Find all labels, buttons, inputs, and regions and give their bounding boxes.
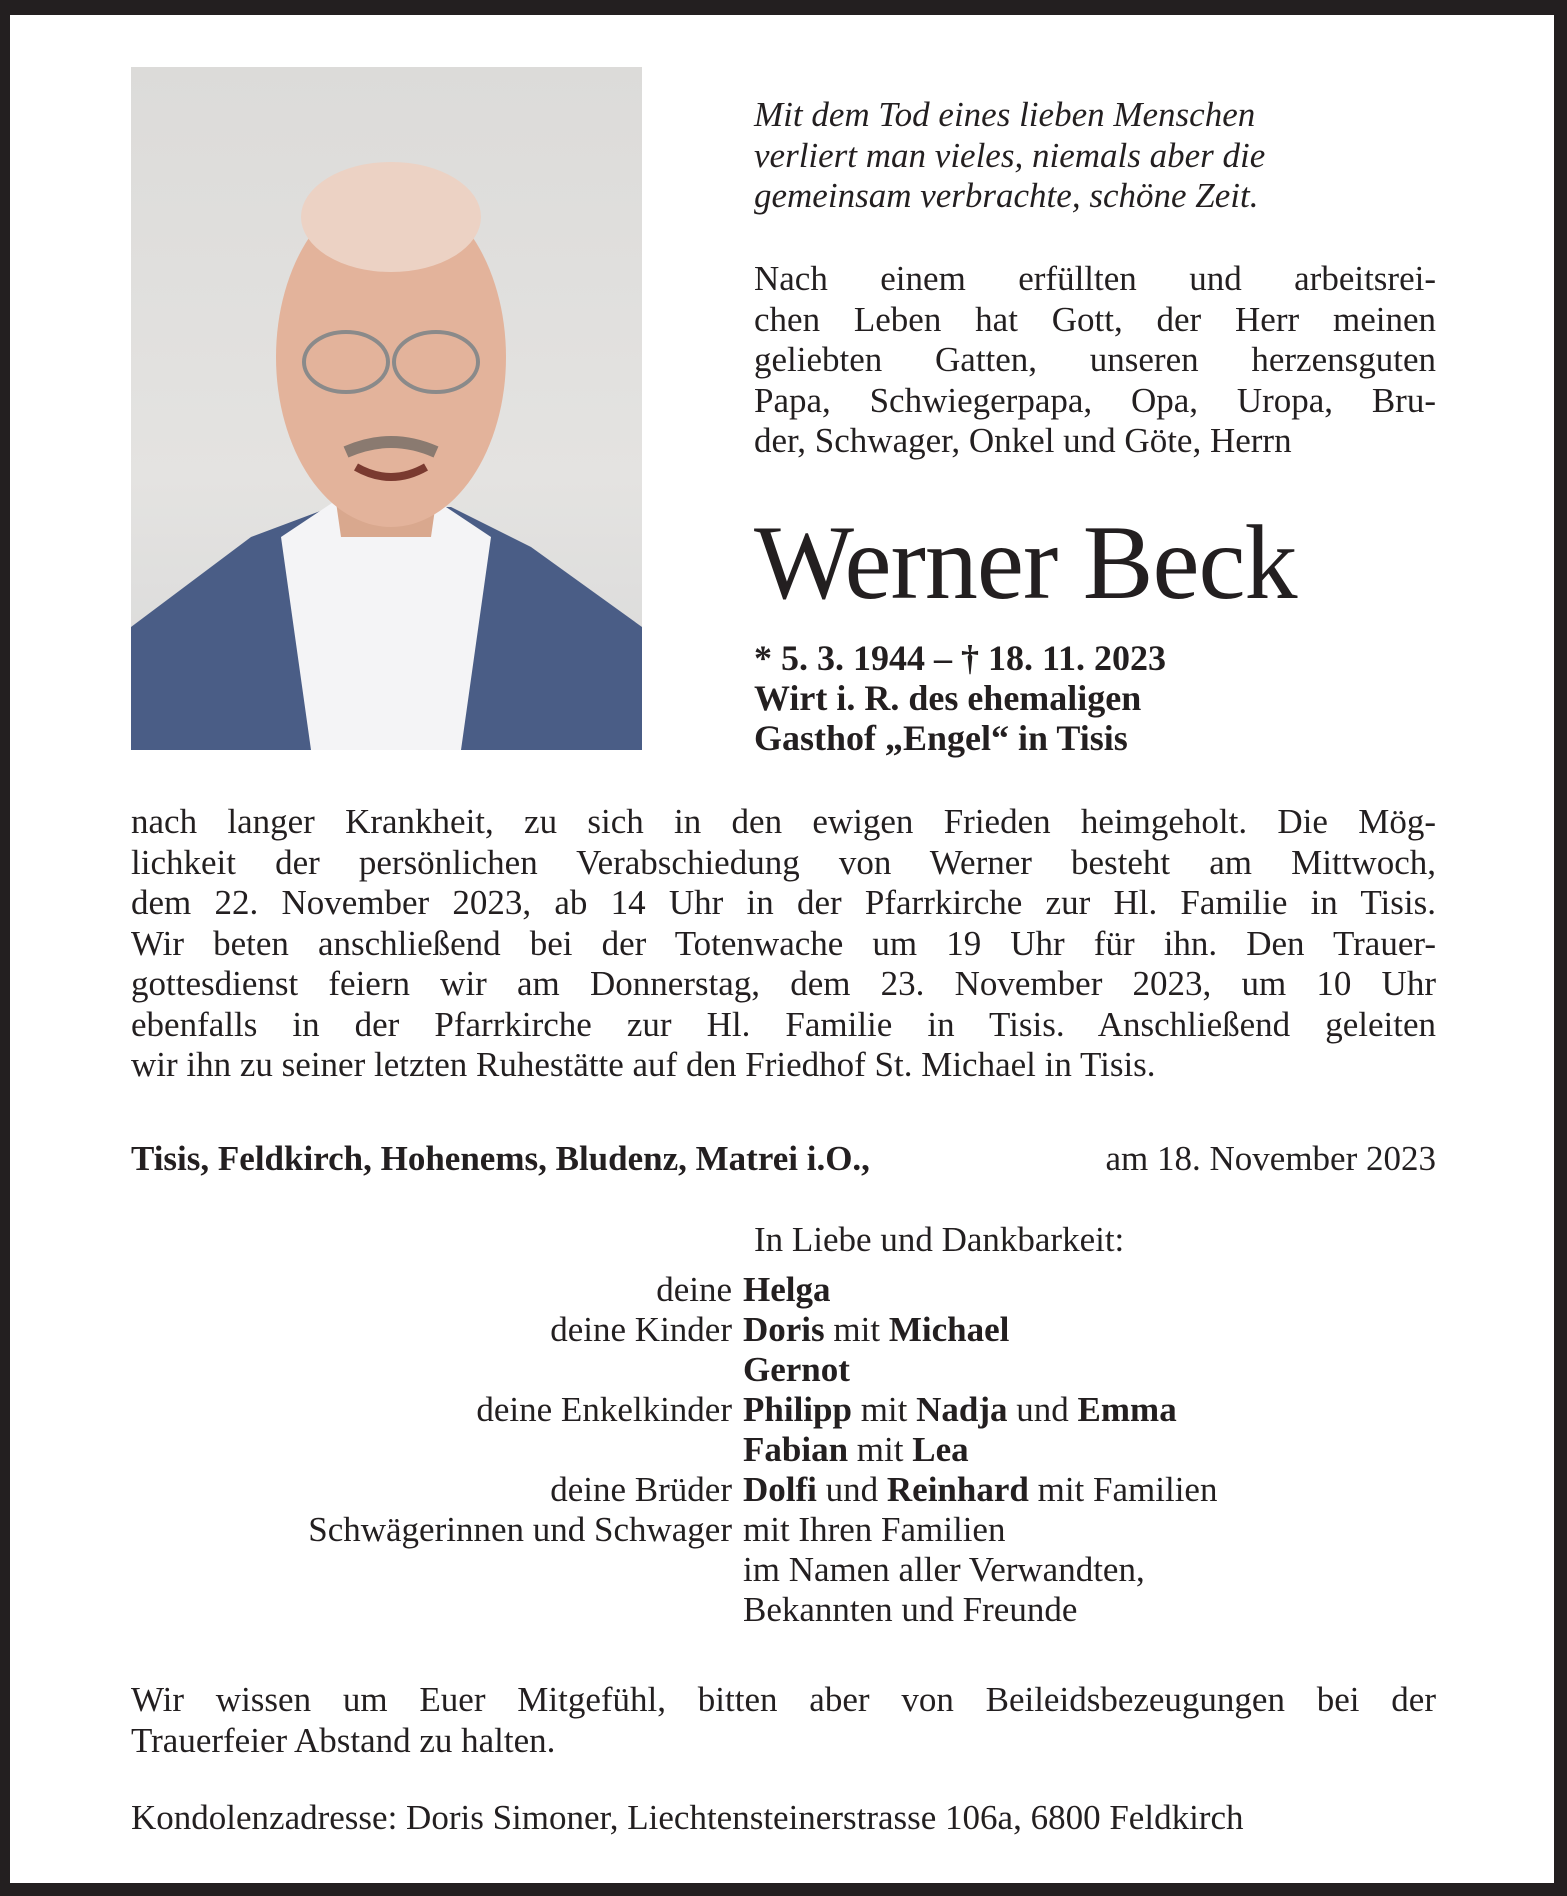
family-row xyxy=(131,1270,1451,1310)
body-line: ebenfalls in der Pfarrkirche zur Hl. Familie in Tisis. Anschließend geleiten xyxy=(131,1004,1436,1044)
family-row xyxy=(131,1550,1451,1590)
place-date-line xyxy=(131,1139,1436,1180)
family-row xyxy=(131,1590,1451,1630)
family-relation: deine Kinder xyxy=(550,1310,732,1349)
quote xyxy=(754,95,1265,217)
family-members xyxy=(743,1390,1177,1430)
quote-line: verliert man vieles, niemals aber die xyxy=(754,135,1266,175)
intro-line: Nach einem erfüllten und arbeitsrei- xyxy=(754,259,1436,298)
body-line: wir ihn zu seiner letzten Ruhestätte auf den Friedhof St. Michael in Tisis. xyxy=(131,1045,1156,1084)
intro-line: der, Schwager, Onkel und Göte, Herrn xyxy=(754,421,1292,460)
family-connector: mit Familien xyxy=(1028,1470,1218,1509)
family-relation xyxy=(131,1590,743,1630)
closing-line: Wir wissen um Euer Mitgefühl, bitten aber von Beileidsbezeugungen bei der xyxy=(131,1680,1436,1719)
body-paragraph xyxy=(131,802,1436,1086)
family-connector: und xyxy=(816,1470,887,1509)
family-member-name: Doris xyxy=(743,1310,825,1349)
family-members xyxy=(743,1310,1009,1350)
family-row xyxy=(131,1470,1451,1510)
body-line: dem 22. November 2023, ab 14 Uhr in der Pfarrkirche zur Hl. Familie in Tisis. xyxy=(131,883,1436,922)
intro-line: chen Leben hat Gott, der Herr meinen xyxy=(754,299,1436,339)
family-row xyxy=(131,1350,1451,1390)
intro-line: geliebten Gatten, unseren herzensguten xyxy=(754,340,1436,379)
family-row xyxy=(131,1510,1451,1550)
family-member-name: Helga xyxy=(743,1270,831,1309)
family-connector: mit xyxy=(824,1310,889,1349)
places: Tisis, Feldkirch, Hohenems, Bludenz, Matrei i.O., xyxy=(131,1139,870,1178)
family-relation: deine xyxy=(656,1270,732,1309)
family-member-name: Emma xyxy=(1077,1390,1177,1429)
family-member-name: Nadja xyxy=(916,1390,1008,1429)
family-relation xyxy=(131,1350,743,1390)
life-dates: * 5. 3. 1944 – † 18. 11. 2023 xyxy=(754,638,1167,678)
family-relation xyxy=(131,1550,743,1590)
family-members xyxy=(743,1470,1217,1510)
family-member-name: Reinhard xyxy=(886,1470,1029,1509)
family-member-name: Lea xyxy=(912,1430,969,1469)
family-connector: im Namen aller Verwandten, xyxy=(743,1550,1145,1589)
family-member-name: Philipp xyxy=(743,1390,852,1429)
closing-paragraph xyxy=(131,1680,1436,1761)
quote-line: gemeinsam verbrachte, schöne Zeit. xyxy=(754,176,1259,215)
family-members xyxy=(743,1510,1005,1550)
body-line: nach langer Krankheit, zu sich in den ewigen Frieden heimgeholt. Die Mög- xyxy=(131,802,1436,841)
intro-paragraph xyxy=(754,259,1436,462)
family-relation xyxy=(131,1430,743,1470)
family-list xyxy=(131,1270,1451,1630)
family-member-name: Fabian xyxy=(743,1430,849,1469)
family-members xyxy=(743,1350,850,1390)
family-members xyxy=(743,1590,1077,1630)
place-date: am 18. November 2023 xyxy=(1105,1139,1436,1178)
deceased-name: Werner Beck xyxy=(754,504,1297,621)
family-member-name: Michael xyxy=(888,1310,1010,1349)
family-member-name: Gernot xyxy=(743,1350,850,1389)
family-connector: und xyxy=(1007,1390,1078,1429)
closing-line: Trauerfeier Abstand zu halten. xyxy=(131,1720,556,1760)
family-members xyxy=(743,1550,1145,1590)
body-line: lichkeit der persönlichen Verabschiedung von Werner besteht am Mittwoch, xyxy=(131,842,1436,882)
family-row xyxy=(131,1390,1451,1430)
gratitude-line: In Liebe und Dankbarkeit: xyxy=(754,1220,1125,1259)
body-line: gottesdienst feiern wir am Donnerstag, dem 23. November 2023, um 10 Uhr xyxy=(131,964,1436,1003)
family-row xyxy=(131,1310,1451,1350)
family-relation: deine Enkelkinder xyxy=(476,1390,732,1429)
family-connector: mit xyxy=(848,1430,913,1469)
family-connector: mit Ihren Familien xyxy=(743,1510,1006,1549)
family-row xyxy=(131,1430,1451,1470)
intro-line: Papa, Schwiegerpapa, Opa, Uropa, Bru- xyxy=(754,380,1436,420)
family-member-name: Dolfi xyxy=(743,1470,817,1509)
family-connector: mit xyxy=(851,1390,917,1429)
portrait-photo xyxy=(131,67,642,750)
family-relation: deine Brüder xyxy=(550,1470,732,1509)
life-info xyxy=(754,638,1166,758)
family-members xyxy=(743,1430,969,1470)
occupation-line: Gasthof „Engel“ in Tisis xyxy=(754,718,1128,758)
occupation-line: Wirt i. R. des ehemaligen xyxy=(754,678,1142,718)
body-line: Wir beten anschließend bei der Totenwache um 19 Uhr für ihn. Den Trauer- xyxy=(131,923,1436,963)
family-members xyxy=(743,1270,830,1310)
family-connector: Bekannten und Freunde xyxy=(743,1590,1078,1629)
quote-line: Mit dem Tod eines lieben Menschen xyxy=(754,95,1256,134)
condolence-address: Kondolenzadresse: Doris Simoner, Liechtensteinerstrasse 106a, 6800 Feldkirch xyxy=(131,1798,1244,1837)
family-relation: Schwägerinnen und Schwager xyxy=(308,1510,732,1549)
